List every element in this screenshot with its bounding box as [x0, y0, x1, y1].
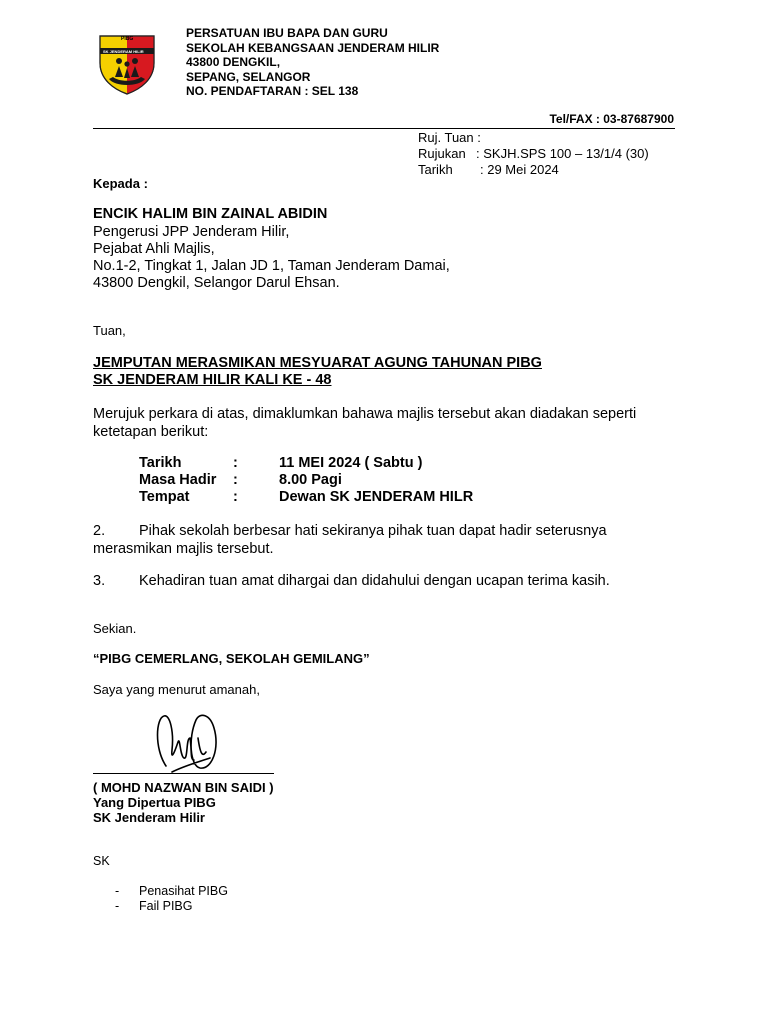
subject [93, 355, 542, 389]
detail-sep: : [233, 455, 238, 471]
signature-line [93, 773, 274, 774]
cc-dash: - [115, 884, 120, 898]
letterhead-line: 43800 DENGKIL, [186, 55, 281, 69]
subject-line-2: SK JENDERAM HILIR KALI KE - 48 [93, 372, 332, 388]
subject-line-1: JEMPUTAN MERASMIKAN MESYUARAT AGUNG TAHUNAN PIBG [93, 355, 542, 371]
recipient-name: ENCIK HALIM BIN ZAINAL ABIDIN [93, 206, 328, 222]
recipient-line: 43800 Dengkil, Selangor Darul Ehsan. [93, 275, 340, 291]
signatory-block [93, 780, 274, 825]
signatory-name: ( MOHD NAZWAN BIN SAIDI ) [93, 780, 274, 795]
motto: “PIBG CEMERLANG, SEKOLAH GEMILANG” [93, 651, 370, 666]
detail-label: Tempat [139, 489, 190, 505]
paragraph-3-number: 3. [93, 573, 106, 589]
event-details [139, 455, 473, 506]
letterhead-line: NO. PENDAFTARAN : SEL 138 [186, 84, 359, 98]
tarikh-label: Tarikh [418, 162, 453, 177]
rujukan-label: Rujukan [418, 146, 466, 161]
cc-list [115, 884, 228, 913]
detail-sep: : [233, 472, 238, 488]
cc-item: Penasihat PIBG [139, 884, 228, 898]
logo-text-band: SK JENDERAM HILIR [103, 49, 144, 54]
salutation: Tuan, [93, 323, 126, 338]
sekian: Sekian. [93, 621, 137, 636]
detail-label: Tarikh [139, 455, 182, 471]
logo-text-top: PIBG [121, 36, 134, 42]
handwritten-signature [150, 708, 230, 780]
tarikh-value: : 29 Mei 2024 [480, 162, 559, 177]
recipient-line: No.1-2, Tingkat 1, Jalan JD 1, Taman Jenderam Damai, [93, 258, 450, 274]
paragraph-3 [93, 572, 683, 590]
signatory-org: SK Jenderam Hilir [93, 810, 205, 825]
letterhead-line: SEPANG, SELANGOR [186, 69, 311, 84]
cc-dash: - [115, 898, 120, 913]
detail-label: Masa Hadir [139, 472, 217, 488]
letterhead-line: PERSATUAN IBU BAPA DAN GURU [186, 26, 388, 40]
header-rule [93, 128, 675, 129]
reference-block [418, 130, 649, 178]
detail-sep: : [233, 489, 238, 505]
paragraph-2-number: 2. [93, 523, 106, 539]
recipient-address [93, 206, 450, 292]
pibg-logo [97, 33, 157, 95]
cc-item: Fail PIBG [139, 898, 193, 913]
letterhead-line: SEKOLAH KEBANGSAAN JENDERAM HILIR [186, 40, 440, 55]
recipient-line: Pejabat Ahli Majlis, [93, 241, 215, 257]
kepada-label: Kepada : [93, 176, 148, 191]
ruj-tuan: Ruj. Tuan : [418, 130, 481, 145]
rujukan-value: : SKJH.SPS 100 – 13/1/4 (30) [476, 146, 649, 161]
signatory-title: Yang Dipertua PIBG [93, 795, 216, 810]
detail-value: Dewan SK JENDERAM HILR [279, 489, 474, 505]
detail-value: 11 MEI 2024 ( Sabtu ) [279, 455, 423, 471]
cc-label: SK [93, 854, 110, 868]
paragraph-3-text: Kehadiran tuan amat dihargai dan didahului dengan ucapan terima kasih. [139, 573, 610, 589]
telfax: Tel/FAX : 03-87687900 [549, 112, 674, 126]
paragraph-2 [93, 522, 683, 558]
paragraph-2-text: Pihak sekolah berbesar hati sekiranya pihak tuan dapat hadir seterusnya merasmikan majlis tersebut. [93, 523, 607, 557]
intro-paragraph: Merujuk perkara di atas, dimaklumkan bahawa majlis tersebut akan diadakan seperti ketetapan berikut: [93, 406, 637, 440]
letterhead-address [186, 26, 439, 99]
recipient-line: Pengerusi JPP Jenderam Hilir, [93, 224, 290, 240]
detail-value: 8.00 Pagi [279, 472, 342, 488]
closing-phrase: Saya yang menurut amanah, [93, 682, 260, 697]
